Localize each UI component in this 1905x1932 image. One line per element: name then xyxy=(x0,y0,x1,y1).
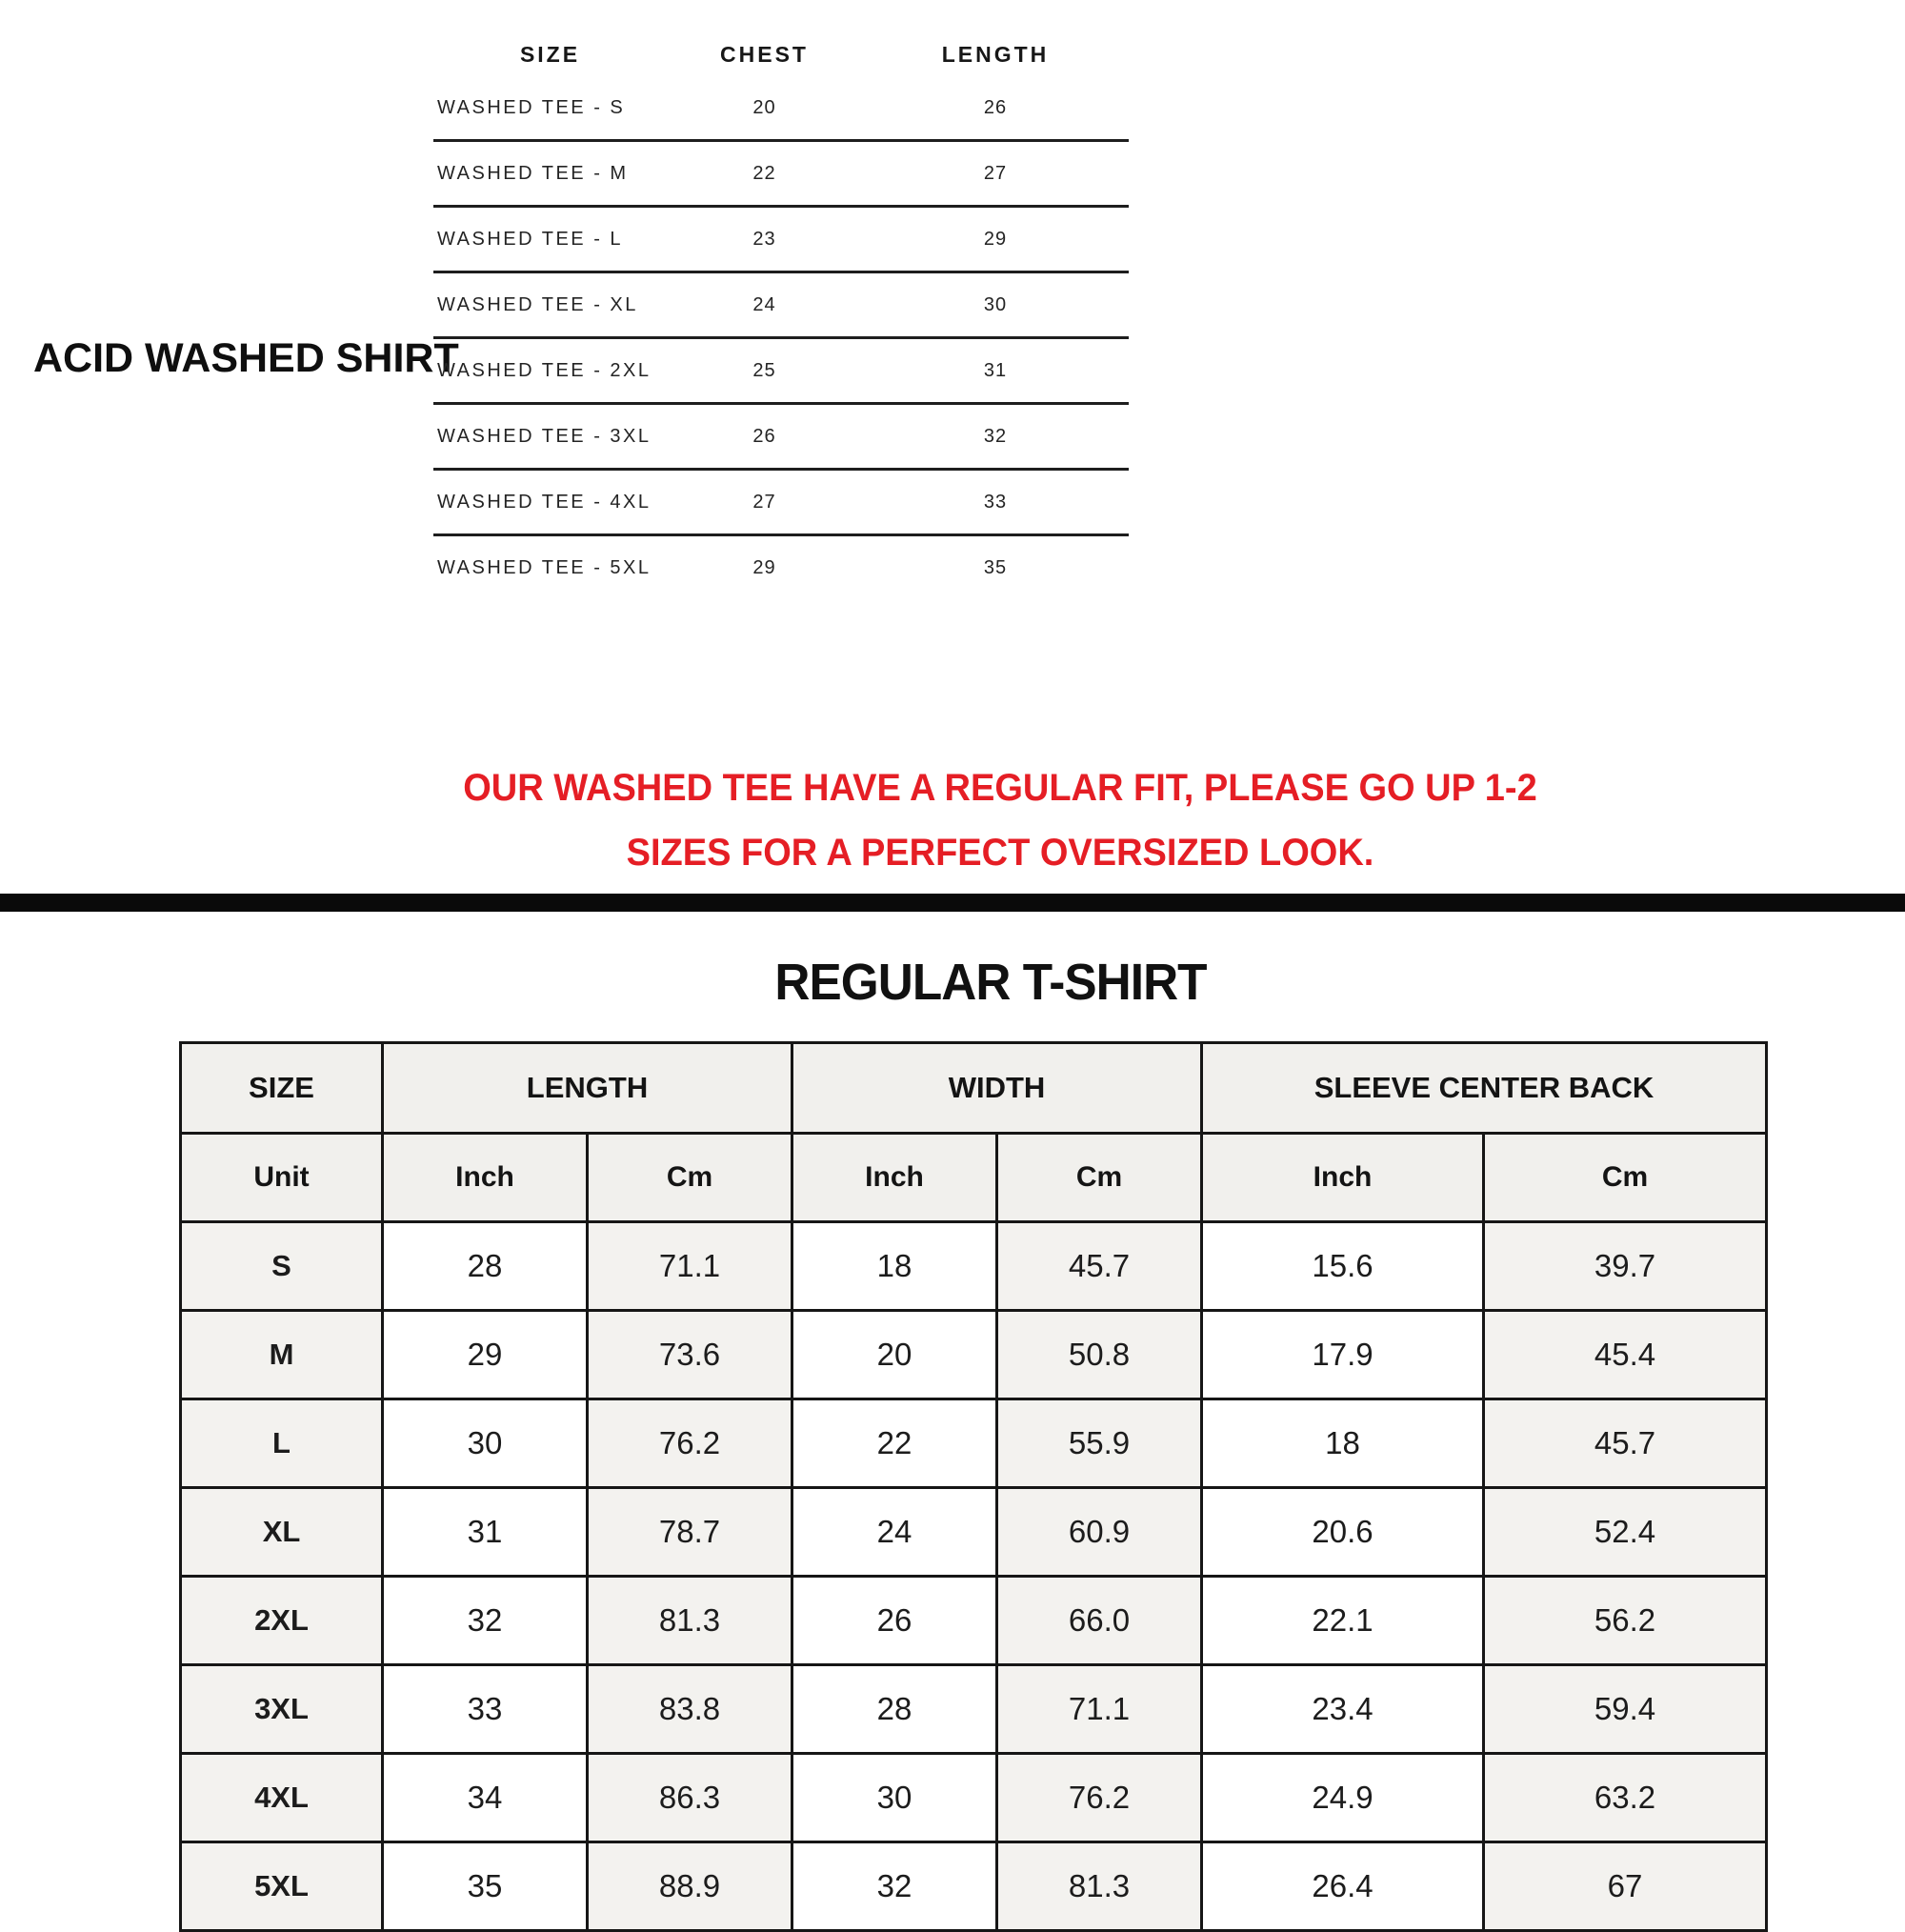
washed-header-size: SIZE xyxy=(519,42,581,67)
washed-size-cell: WASHED TEE - XL xyxy=(437,293,638,315)
width-cm-cell: 45.7 xyxy=(997,1222,1202,1311)
washed-chest-cell: 20 xyxy=(752,96,776,118)
washed-header-length: LENGTH xyxy=(941,42,1050,67)
length-cm-cell: 78.7 xyxy=(588,1488,792,1577)
washed-header-chest: CHEST xyxy=(720,42,809,67)
washed-length-cell: 30 xyxy=(983,293,1008,315)
washed-table-row xyxy=(433,208,1129,273)
width-inch-cell: 18 xyxy=(792,1222,997,1311)
unit-header-cell: Inch xyxy=(792,1134,997,1222)
sleeve-inch-cell: 26.4 xyxy=(1202,1842,1484,1931)
regular-table-row xyxy=(181,1665,1767,1754)
regular-table-row xyxy=(181,1311,1767,1399)
regular-table-row xyxy=(181,1754,1767,1842)
section-divider-bar xyxy=(0,894,1905,912)
unit-header-cell: Inch xyxy=(383,1134,588,1222)
length-inch-cell: 29 xyxy=(383,1311,588,1399)
sleeve-inch-cell: 24.9 xyxy=(1202,1754,1484,1842)
washed-length-cell: 31 xyxy=(983,359,1008,381)
regular-table-row xyxy=(181,1842,1767,1931)
regular-table-group-header-row xyxy=(181,1043,1767,1134)
regular-table-row xyxy=(181,1577,1767,1665)
unit-header-cell: Unit xyxy=(181,1134,383,1222)
washed-fit-note xyxy=(367,755,1634,885)
washed-fit-note-line2: SIZES FOR A PERFECT OVERSIZED LOOK. xyxy=(626,832,1374,874)
width-cm-cell: 71.1 xyxy=(997,1665,1202,1754)
width-cm-cell: 66.0 xyxy=(997,1577,1202,1665)
length-inch-cell: 32 xyxy=(383,1577,588,1665)
sleeve-inch-cell: 18 xyxy=(1202,1399,1484,1488)
regular-table-row xyxy=(181,1222,1767,1311)
washed-chest-cell: 29 xyxy=(752,556,776,578)
group-header-width: WIDTH xyxy=(792,1043,1202,1134)
length-cm-cell: 73.6 xyxy=(588,1311,792,1399)
size-cell: 3XL xyxy=(181,1665,383,1754)
washed-size-cell: WASHED TEE - L xyxy=(437,228,624,250)
size-cell: S xyxy=(181,1222,383,1311)
sleeve-cm-cell: 45.4 xyxy=(1484,1311,1767,1399)
washed-table-row xyxy=(433,142,1129,208)
washed-table-row xyxy=(433,273,1129,339)
washed-chest-cell: 26 xyxy=(752,425,776,447)
length-cm-cell: 86.3 xyxy=(588,1754,792,1842)
washed-table-row xyxy=(433,76,1129,142)
washed-chest-cell: 23 xyxy=(752,228,776,250)
sleeve-cm-cell: 39.7 xyxy=(1484,1222,1767,1311)
sleeve-inch-cell: 15.6 xyxy=(1202,1222,1484,1311)
length-cm-cell: 88.9 xyxy=(588,1842,792,1931)
length-inch-cell: 33 xyxy=(383,1665,588,1754)
unit-header-cell: Inch xyxy=(1202,1134,1484,1222)
width-cm-cell: 76.2 xyxy=(997,1754,1202,1842)
length-inch-cell: 30 xyxy=(383,1399,588,1488)
washed-chest-cell: 25 xyxy=(752,359,776,381)
length-cm-cell: 81.3 xyxy=(588,1577,792,1665)
washed-chest-cell: 24 xyxy=(752,293,776,315)
size-cell: 2XL xyxy=(181,1577,383,1665)
washed-length-cell: 27 xyxy=(983,162,1008,184)
washed-chest-cell: 27 xyxy=(752,491,776,513)
length-inch-cell: 34 xyxy=(383,1754,588,1842)
width-cm-cell: 60.9 xyxy=(997,1488,1202,1577)
width-inch-cell: 22 xyxy=(792,1399,997,1488)
washed-size-cell: WASHED TEE - 5XL xyxy=(437,556,652,578)
washed-table-row xyxy=(433,471,1129,536)
sleeve-cm-cell: 45.7 xyxy=(1484,1399,1767,1488)
regular-size-table xyxy=(179,1041,1768,1932)
width-inch-cell: 24 xyxy=(792,1488,997,1577)
washed-table-header-row xyxy=(433,33,1129,76)
width-inch-cell: 30 xyxy=(792,1754,997,1842)
washed-size-cell: WASHED TEE - M xyxy=(437,162,629,184)
group-header-sleeve-center-back: SLEEVE CENTER BACK xyxy=(1202,1043,1767,1134)
length-inch-cell: 35 xyxy=(383,1842,588,1931)
width-inch-cell: 28 xyxy=(792,1665,997,1754)
length-inch-cell: 28 xyxy=(383,1222,588,1311)
length-cm-cell: 83.8 xyxy=(588,1665,792,1754)
washed-chest-cell: 22 xyxy=(752,162,776,184)
width-cm-cell: 81.3 xyxy=(997,1842,1202,1931)
washed-length-cell: 35 xyxy=(983,556,1008,578)
sleeve-cm-cell: 52.4 xyxy=(1484,1488,1767,1577)
size-cell: XL xyxy=(181,1488,383,1577)
washed-table-row xyxy=(433,339,1129,405)
width-inch-cell: 26 xyxy=(792,1577,997,1665)
washed-length-cell: 33 xyxy=(983,491,1008,513)
washed-fit-note-line1: OUR WASHED TEE HAVE A REGULAR FIT, PLEASE GO UP 1-2 xyxy=(463,767,1537,809)
width-inch-cell: 32 xyxy=(792,1842,997,1931)
washed-table-row xyxy=(433,405,1129,471)
group-header-length: LENGTH xyxy=(383,1043,792,1134)
washed-table-row xyxy=(433,536,1129,599)
washed-tee-size-table xyxy=(433,33,1129,599)
size-cell: 5XL xyxy=(181,1842,383,1931)
washed-size-cell: WASHED TEE - 3XL xyxy=(437,425,652,447)
washed-length-cell: 32 xyxy=(983,425,1008,447)
length-cm-cell: 71.1 xyxy=(588,1222,792,1311)
regular-tshirt-title: REGULAR T-SHIRT xyxy=(774,954,1207,1011)
washed-length-cell: 26 xyxy=(983,96,1008,118)
sleeve-inch-cell: 20.6 xyxy=(1202,1488,1484,1577)
sleeve-cm-cell: 59.4 xyxy=(1484,1665,1767,1754)
sleeve-cm-cell: 63.2 xyxy=(1484,1754,1767,1842)
washed-size-cell: WASHED TEE - 4XL xyxy=(437,491,652,513)
group-header-size: SIZE xyxy=(181,1043,383,1134)
sleeve-inch-cell: 17.9 xyxy=(1202,1311,1484,1399)
length-cm-cell: 76.2 xyxy=(588,1399,792,1488)
sleeve-cm-cell: 67 xyxy=(1484,1842,1767,1931)
acid-washed-title: ACID WASHED SHIRT xyxy=(33,335,459,381)
unit-header-cell: Cm xyxy=(588,1134,792,1222)
washed-size-cell: WASHED TEE - S xyxy=(437,96,626,118)
size-cell: 4XL xyxy=(181,1754,383,1842)
width-cm-cell: 55.9 xyxy=(997,1399,1202,1488)
washed-length-cell: 29 xyxy=(983,228,1008,250)
sleeve-inch-cell: 22.1 xyxy=(1202,1577,1484,1665)
washed-size-cell: WASHED TEE - 2XL xyxy=(437,359,652,381)
width-cm-cell: 50.8 xyxy=(997,1311,1202,1399)
sleeve-cm-cell: 56.2 xyxy=(1484,1577,1767,1665)
length-inch-cell: 31 xyxy=(383,1488,588,1577)
regular-table-row xyxy=(181,1488,1767,1577)
unit-header-cell: Cm xyxy=(997,1134,1202,1222)
regular-table-unit-row xyxy=(181,1134,1767,1222)
width-inch-cell: 20 xyxy=(792,1311,997,1399)
size-cell: L xyxy=(181,1399,383,1488)
sleeve-inch-cell: 23.4 xyxy=(1202,1665,1484,1754)
regular-table-row xyxy=(181,1399,1767,1488)
size-cell: M xyxy=(181,1311,383,1399)
unit-header-cell: Cm xyxy=(1484,1134,1767,1222)
